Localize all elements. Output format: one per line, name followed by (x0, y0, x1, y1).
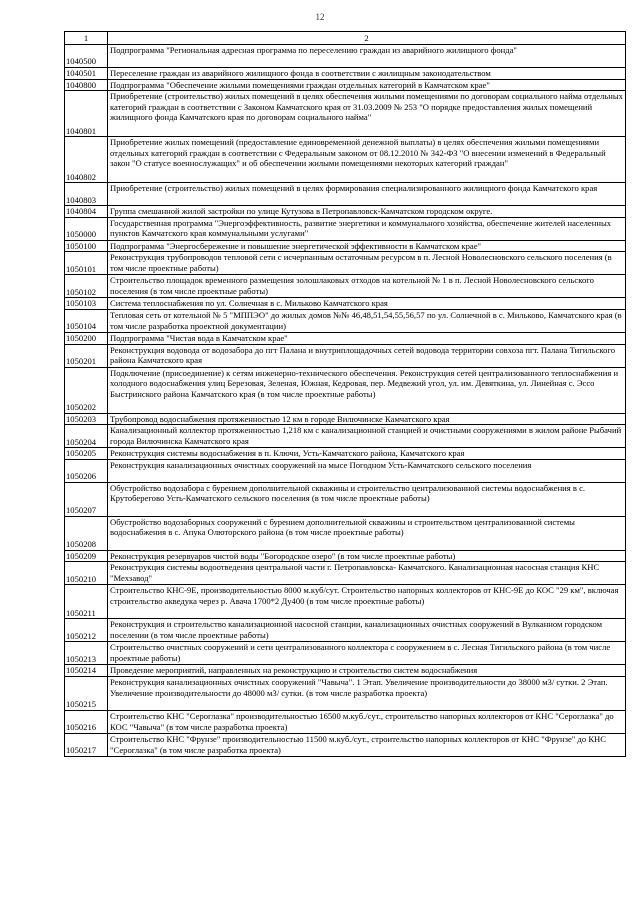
row-code-cell: 1050209 (65, 550, 108, 562)
row-code-cell: 1050104 (65, 309, 108, 332)
row-code-cell: 1050102 (65, 275, 108, 298)
row-description-cell: Реконструкция системы водоотведения центральной части г. Петропавловска- Камчатского. Канализационная насосная станция КНС "Мехзавод" (108, 562, 626, 585)
row-code-cell: 1050206 (65, 459, 108, 482)
row-description-cell: Приобретение (строительство) жилых помещений в целях формирования специализированного жилищного фонда Камчатского края (108, 183, 626, 206)
budget-classification-table (64, 31, 626, 757)
row-description-cell: Подпрограмма "Региональная адресная программа по переселению граждан из аварийного жилищного фонда" (108, 45, 626, 68)
row-code-cell: 1050207 (65, 482, 108, 516)
row-code-cell: 1050211 (65, 585, 108, 619)
table-row (65, 79, 626, 91)
row-code-cell: 1050103 (65, 298, 108, 310)
table-row (65, 482, 626, 516)
table-row (65, 550, 626, 562)
table-row (65, 665, 626, 677)
row-description-cell: Проведение мероприятий, направленных на реконструкцию и строительство систем водоснабжения (108, 665, 626, 677)
table-row (65, 676, 626, 710)
row-code-cell: 1050203 (65, 413, 108, 425)
table-row (65, 710, 626, 733)
row-code-cell: 1040500 (65, 45, 108, 68)
table-row (65, 298, 626, 310)
table-row (65, 425, 626, 448)
table-row (65, 217, 626, 240)
row-code-cell: 1040501 (65, 68, 108, 80)
row-description-cell: Реконструкция трубопроводов тепловой сети с исчерпанным остаточным ресурсом в п. Лесной Новолесновского сельского поселения (в том числе проектные работы) (108, 252, 626, 275)
table-row (65, 367, 626, 413)
row-code-cell: 1040802 (65, 137, 108, 183)
row-description-cell: Строительство очистных сооружений и сети централизованного коллектора с сооружением в с. Лесная Тигильского района (в том числе проектные работы) (108, 642, 626, 665)
table-row (65, 45, 626, 68)
table-row (65, 137, 626, 183)
table-row (65, 252, 626, 275)
table-row (65, 309, 626, 332)
row-description-cell: Переселение граждан из аварийного жилищного фонда в соответствии с жилищным законодательством (108, 68, 626, 80)
row-description-cell: Реконструкция водовода от водозабора до пгт Палана и внутриплощадочных сетей водовода территории совхоза пгт. Палана Тигильского района Камчатского края (108, 344, 626, 367)
row-code-cell: 1050202 (65, 367, 108, 413)
row-description-cell: Строительство КНС "Сероглазка" производительностью 16500 м.куб./сут., строительство напорных коллекторов от КНС "Сероглазка" до КОС "Чавыча" (в том числе разработка проекта) (108, 710, 626, 733)
table-body (65, 32, 626, 757)
row-description-cell: Канализационный коллектор протяженностью 1,218 км с канализационной станцией и очистными сооружениями в жилом районе Рыбачий города Вилючинска Камчатского края (108, 425, 626, 448)
table-row (65, 344, 626, 367)
row-code-cell: 1050215 (65, 676, 108, 710)
row-description-cell: Подпрограмма "Обеспечение жилыми помещениями граждан отдельных категорий в Камчатском крае" (108, 79, 626, 91)
row-description-cell: Тепловая сеть от котельной № 5 "МППЭО" до жилых домов №№ 46,48,51,54,55,56,57 по ул. Солнечной в с. Мильково, Камчатского края (в том числе разработка проектной документации) (108, 309, 626, 332)
row-code-cell: 1050201 (65, 344, 108, 367)
row-description-cell: Строительство площадок временного размещения золошлаковых отходов на котельной № 1 в п. Лесной Новолесновского сельского поселения (в том числе проектные работы) (108, 275, 626, 298)
table-row (65, 413, 626, 425)
table-row (65, 459, 626, 482)
row-code-cell: 1050210 (65, 562, 108, 585)
row-description-cell: Строительство КНС "Фрунзе" производительностью 11500 м.куб./сут., строительство напорных коллекторов от КНС "Фрунзе" до КНС "Сероглазка" (в том числе разработка проекта) (108, 733, 626, 756)
table-row (65, 562, 626, 585)
row-description-cell: Обустройство водозабора с бурением дополнительной скважины и строительство централизованной системы водоснабжения в с. Крутоберегово Усть-Камчатского сельского поселения (в том числе проектные работы) (108, 482, 626, 516)
row-code-cell: 1050208 (65, 516, 108, 550)
row-description-cell: Государственная программа "Энергоэффективность, развитие энергетики и коммунального хозяйства, обеспечение жителей населенных пунктов Камчатского края коммунальными услугами" (108, 217, 626, 240)
row-description-cell: Подпрограмма "Энергосбережение и повышение энергетической эффективности в Камчатском крае" (108, 240, 626, 252)
row-code-cell: 1050204 (65, 425, 108, 448)
table-row (65, 516, 626, 550)
table-row (65, 619, 626, 642)
row-description-cell: Приобретение жилых помещений (предоставление единовременной денежной выплаты) в целях обеспечения жилыми помещениями отдельных категорий граждан в соответствии с Федеральным законом от 08.12.2010 № 342-ФЗ "О внесении изменений в Федеральный закон "О статусе военнослужащих" и об обеспечении жилыми помещениями некоторых категорий граждан" (108, 137, 626, 183)
table-row (65, 206, 626, 218)
row-description-cell: Подключение (присоединение) к сетям инженерно-технического обеспечения. Реконструкция сетей централизованного теплоснабжения и холодного водоснабжения улиц Березовая, Зеленая, Южная, Кедровая, пер. Медвежий угол, ул. им. Девяткина, ул. Линейная с. Эссо Быстринского района Камчатского края (в том числе проектные работы) (108, 367, 626, 413)
row-code-cell: 1050205 (65, 448, 108, 460)
row-description-cell: Строительство КНС-9Е, производительностью 8000 м.куб/сут. Строительство напорных коллекторов от КНС-9Е до КОС "29 км", включая строительство акведука через р. Авача 1700*2 Ду400 (в том числе проектные работы) (108, 585, 626, 619)
row-description-cell: Реконструкция резервуаров чистой воды "Богородское озеро" (в том числе проектные работы) (108, 550, 626, 562)
row-code-cell: 1050216 (65, 710, 108, 733)
row-description-cell: Подпрограмма "Чистая вода в Камчатском крае" (108, 332, 626, 344)
row-code-cell: 1050213 (65, 642, 108, 665)
page-number: 12 (315, 12, 325, 22)
table-row (65, 332, 626, 344)
table-row (65, 275, 626, 298)
table-row (65, 642, 626, 665)
table-row (65, 68, 626, 80)
table-row (65, 240, 626, 252)
row-code-cell: 1050000 (65, 217, 108, 240)
table-row (65, 585, 626, 619)
row-code-cell: 1050217 (65, 733, 108, 756)
row-description-cell: Трубопровод водоснабжения протяженностью 12 км в городе Вилючинске Камчатского края (108, 413, 626, 425)
row-description-cell: Группа смешанной жилой застройки по улице Кутузова в Петропавловск-Камчатском городском округе. (108, 206, 626, 218)
table-header-row (65, 32, 626, 45)
table-row (65, 183, 626, 206)
row-description-cell: Реконструкция и строительство канализационной насосной станции, канализационных очистных сооружений в Вулканном городском поселении (в том числе проектные работы) (108, 619, 626, 642)
row-code-cell: 1040803 (65, 183, 108, 206)
row-description-cell: Реконструкция канализационных очистных сооружений на мысе Погодном Усть-Камчатского сельского поселения (108, 459, 626, 482)
header-col-code: 1 (65, 32, 108, 45)
row-description-cell: Реконструкция системы водоснабжения в п. Ключи, Усть-Камчатского района, Камчатского края (108, 448, 626, 460)
row-code-cell: 1050200 (65, 332, 108, 344)
row-code-cell: 1040801 (65, 91, 108, 137)
row-code-cell: 1050212 (65, 619, 108, 642)
table-row (65, 733, 626, 756)
row-description-cell: Приобретение (строительство) жилых помещений в целях обеспечения жилыми помещениями по договорам социального найма отдельных категорий граждан в соответствии с Законом Камчатского края от 31.03.2009 № 253 "О порядке предоставления жилых помещений жилищного фонда Камчатского края по договорам социального найма" (108, 91, 626, 137)
row-description-cell: Обустройство водозаборных сооружений с бурением дополнительной скважины и строительством централизованной системы водоснабжения в с. Апука Олюторского района (в том числе проектные работы) (108, 516, 626, 550)
row-description-cell: Система теплоснабжения по ул. Солнечная в с. Мильково Камчатского края (108, 298, 626, 310)
row-code-cell: 1050214 (65, 665, 108, 677)
table-row (65, 91, 626, 137)
row-code-cell: 1050101 (65, 252, 108, 275)
row-code-cell: 1040800 (65, 79, 108, 91)
header-col-description: 2 (108, 32, 626, 45)
row-code-cell: 1040804 (65, 206, 108, 218)
table-row (65, 448, 626, 460)
row-code-cell: 1050100 (65, 240, 108, 252)
row-description-cell: Реконструкция канализационных очистных сооружений "Чавыча". 1 Этап. Увеличение производительности до 38000 м3/ сутки. 2 Этап. Увеличение производительности до 48000 м3/ сутки. (в том числе разработка проекта) (108, 676, 626, 710)
